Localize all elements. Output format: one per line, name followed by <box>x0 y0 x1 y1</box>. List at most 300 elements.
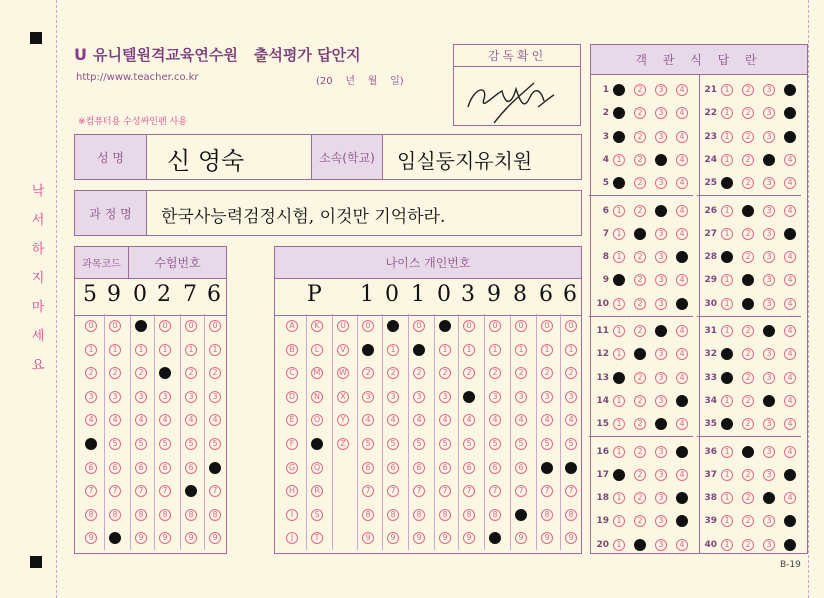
answer-bubble: 3 <box>655 274 667 286</box>
digit-bubble: 4 <box>515 414 527 426</box>
digit-bubble: 8 <box>159 509 171 521</box>
answer-bubble: 4 <box>784 298 796 310</box>
answer-bubble: 4 <box>676 539 688 551</box>
letter-bubble: V <box>337 344 349 356</box>
letter-bubble: P <box>311 438 323 450</box>
answer-bubble: 3 <box>763 84 775 96</box>
answer-bubble: 1 <box>613 274 625 286</box>
answer-bubble: 4 <box>784 228 796 240</box>
letter-bubble: U <box>337 320 349 332</box>
letter-bubble: I <box>286 509 298 521</box>
question-number: 13 <box>596 372 609 383</box>
answer-bubble: 4 <box>784 469 796 481</box>
org-name: 유니텔원격교육연수원 <box>93 46 238 64</box>
answer-bubble: 2 <box>634 228 646 240</box>
answer-bubble: 1 <box>613 298 625 310</box>
digit-bubble: 3 <box>362 391 374 403</box>
digit-bubble: 1 <box>463 344 475 356</box>
question-number: 8 <box>602 252 609 263</box>
digit-bubble: 1 <box>135 344 147 356</box>
answer-bubble: 2 <box>742 131 754 143</box>
digit-bubble: 4 <box>362 414 374 426</box>
question-number: 27 <box>704 228 717 239</box>
answer-bubble: 1 <box>721 298 733 310</box>
digit-bubble: 2 <box>362 367 374 379</box>
digit-bubble: 5 <box>185 438 197 450</box>
group-divider <box>697 195 801 196</box>
question-number: 28 <box>704 252 717 263</box>
digit-bubble: 7 <box>159 485 171 497</box>
digit-bubble: 7 <box>489 485 501 497</box>
digit-bubble: 3 <box>515 391 527 403</box>
column-separator <box>332 314 333 550</box>
answer-bubble: 4 <box>784 84 796 96</box>
answer-bubble: 1 <box>721 84 733 96</box>
column-separator <box>204 314 205 550</box>
digit-bubble: 8 <box>489 509 501 521</box>
digit-bubble: 9 <box>541 532 553 544</box>
digit-bubble: 4 <box>565 414 577 426</box>
letter-bubble: E <box>286 414 298 426</box>
group-divider <box>589 436 693 437</box>
answer-bubble: 2 <box>742 348 754 360</box>
column-separator <box>536 314 537 550</box>
answer-bubble: 3 <box>763 492 775 504</box>
answer-bubble: 2 <box>742 154 754 166</box>
answer-bubble: 1 <box>613 395 625 407</box>
question-number: 18 <box>596 493 609 504</box>
answer-bubble: 3 <box>763 205 775 217</box>
letter-bubble: R <box>311 485 323 497</box>
answer-bubble: 2 <box>634 418 646 430</box>
column-separator <box>434 314 435 550</box>
digit-bubble: 9 <box>362 532 374 544</box>
answer-bubble: 2 <box>742 372 754 384</box>
letter-bubble: L <box>311 344 323 356</box>
answer-bubble: 1 <box>613 469 625 481</box>
answer-bubble: 4 <box>784 539 796 551</box>
answer-bubble: 1 <box>721 107 733 119</box>
answer-bubble: 1 <box>721 205 733 217</box>
answer-bubble: 1 <box>721 177 733 189</box>
digit-bubble: 0 <box>489 320 501 332</box>
question-number: 21 <box>704 85 717 95</box>
answer-bubble: 3 <box>655 325 667 337</box>
digit-bubble: 3 <box>135 391 147 403</box>
answer-bubble: 1 <box>721 515 733 527</box>
column-separator <box>484 314 485 550</box>
answer-bubble: 1 <box>721 539 733 551</box>
digit-bubble: 2 <box>135 367 147 379</box>
digit-bubble: 4 <box>185 414 197 426</box>
answer-bubble: 4 <box>676 251 688 263</box>
answer-bubble: 3 <box>763 298 775 310</box>
digit-bubble: 2 <box>159 367 171 379</box>
answer-bubble: 1 <box>613 515 625 527</box>
course-value: 한국사능력검정시험, 이것만 기억하라. <box>161 207 446 227</box>
answer-bubble: 3 <box>763 251 775 263</box>
letter-bubble: Y <box>337 414 349 426</box>
digit-bubble: 2 <box>109 367 121 379</box>
digit-bubble: 2 <box>515 367 527 379</box>
neis-digit: 6 <box>563 282 577 307</box>
digit-bubble: 8 <box>135 509 147 521</box>
answer-bubble: 1 <box>721 154 733 166</box>
question-number: 5 <box>602 178 609 189</box>
digit-bubble: 0 <box>439 320 451 332</box>
question-number: 22 <box>704 108 717 119</box>
answer-bubble: 4 <box>784 274 796 286</box>
question-number: 11 <box>596 326 609 336</box>
letter-bubble: X <box>337 391 349 403</box>
column-separator <box>154 314 155 550</box>
neis-digit: 9 <box>487 282 501 307</box>
answer-bubble: 4 <box>784 205 796 217</box>
answer-bubble: 4 <box>784 154 796 166</box>
digit-bubble: 9 <box>85 532 97 544</box>
side-warning-char: 낙 <box>31 184 45 199</box>
digit-bubble: 9 <box>439 532 451 544</box>
answer-bubble: 3 <box>763 177 775 189</box>
digit-bubble: 9 <box>159 532 171 544</box>
digit-bubble: 7 <box>185 485 197 497</box>
answer-bubble: 1 <box>613 251 625 263</box>
letter-bubble: N <box>311 391 323 403</box>
answer-bubble: 2 <box>634 107 646 119</box>
answer-bubble: 2 <box>742 469 754 481</box>
digit-bubble: 0 <box>159 320 171 332</box>
question-number: 20 <box>596 539 609 550</box>
digit-bubble: 4 <box>209 414 221 426</box>
answer-bubble: 2 <box>742 274 754 286</box>
answer-bubble: 4 <box>784 107 796 119</box>
answer-bubble: 3 <box>763 228 775 240</box>
answer-bubble: 4 <box>784 325 796 337</box>
digit-bubble: 6 <box>85 462 97 474</box>
digit-bubble: 7 <box>387 485 399 497</box>
answer-bubble: 4 <box>676 418 688 430</box>
answer-bubble: 1 <box>721 446 733 458</box>
digit-bubble: 8 <box>413 509 425 521</box>
answer-bubble: 2 <box>634 348 646 360</box>
answer-bubble: 1 <box>721 492 733 504</box>
digit-bubble: 8 <box>185 509 197 521</box>
answer-bubble: 4 <box>784 418 796 430</box>
answer-bubble: 1 <box>613 107 625 119</box>
registration-mark-top-left <box>30 32 42 44</box>
question-number: 19 <box>596 516 609 527</box>
digit-bubble: 1 <box>413 344 425 356</box>
digit-bubble: 5 <box>515 438 527 450</box>
digit-bubble: 6 <box>362 462 374 474</box>
question-number: 30 <box>704 298 717 309</box>
answer-bubble: 1 <box>613 348 625 360</box>
answer-bubble: 4 <box>676 348 688 360</box>
digit-bubble: 2 <box>439 367 451 379</box>
side-warning-char: 세 <box>31 329 45 344</box>
question-number: 3 <box>602 131 609 142</box>
digit-bubble: 6 <box>135 462 147 474</box>
answer-bubble: 4 <box>784 131 796 143</box>
digit-bubble: 0 <box>515 320 527 332</box>
answer-bubble: 4 <box>676 205 688 217</box>
digit-bubble: 8 <box>387 509 399 521</box>
answer-bubble: 3 <box>655 469 667 481</box>
identity-box <box>74 134 582 180</box>
digit-bubble: 6 <box>489 462 501 474</box>
digit-bubble: 6 <box>387 462 399 474</box>
neis-digit: 6 <box>539 282 553 307</box>
question-number: 12 <box>596 349 609 360</box>
digit-bubble: 5 <box>85 438 97 450</box>
digit-bubble: 8 <box>109 509 121 521</box>
answer-bubble: 2 <box>634 515 646 527</box>
digit-bubble: 5 <box>387 438 399 450</box>
digit-bubble: 7 <box>135 485 147 497</box>
neis-prefix: P <box>307 282 322 307</box>
answer-bubble: 2 <box>742 228 754 240</box>
fold-line-left <box>56 0 57 598</box>
question-number: 37 <box>704 469 717 480</box>
digit-bubble: 1 <box>109 344 121 356</box>
column-separator <box>104 314 105 550</box>
answer-bubble: 1 <box>721 228 733 240</box>
answer-bubble: 2 <box>742 251 754 263</box>
digit-bubble: 6 <box>439 462 451 474</box>
digit-bubble: 8 <box>209 509 221 521</box>
answer-bubble: 3 <box>763 325 775 337</box>
answer-bubble: 2 <box>742 325 754 337</box>
answer-bubble: 1 <box>613 131 625 143</box>
digit-bubble: 0 <box>565 320 577 332</box>
digit-bubble: 3 <box>387 391 399 403</box>
digit-bubble: 9 <box>135 532 147 544</box>
column-separator <box>357 314 358 550</box>
answer-bubble: 3 <box>655 418 667 430</box>
digit-bubble: 0 <box>413 320 425 332</box>
answer-bubble: 3 <box>763 469 775 481</box>
column-separator <box>382 314 383 550</box>
answer-bubble: 2 <box>742 205 754 217</box>
digit-bubble: 9 <box>463 532 475 544</box>
question-number: 40 <box>704 539 717 550</box>
answer-bubble: 2 <box>742 492 754 504</box>
written-digit: 7 <box>183 282 197 307</box>
digit-bubble: 3 <box>463 391 475 403</box>
digit-bubble: 5 <box>362 438 374 450</box>
answer-bubble: 4 <box>676 515 688 527</box>
answer-bubble: 1 <box>613 84 625 96</box>
digit-bubble: 0 <box>387 320 399 332</box>
answer-bubble: 3 <box>655 205 667 217</box>
digit-bubble: 6 <box>565 462 577 474</box>
digit-bubble: 9 <box>387 532 399 544</box>
digit-bubble: 6 <box>109 462 121 474</box>
written-digit: 2 <box>157 282 171 307</box>
digit-bubble: 0 <box>209 320 221 332</box>
answer-bubble: 1 <box>613 418 625 430</box>
question-number: 25 <box>704 178 717 189</box>
name-label: 성 명 <box>75 135 147 179</box>
question-number: 32 <box>704 349 717 360</box>
digit-bubble: 9 <box>185 532 197 544</box>
digit-bubble: 8 <box>515 509 527 521</box>
column-separator <box>306 314 307 550</box>
answer-bubble: 1 <box>721 469 733 481</box>
answer-bubble: 2 <box>742 84 754 96</box>
question-number: 34 <box>704 395 717 406</box>
header-title-row <box>74 44 361 65</box>
answer-bubble: 1 <box>613 446 625 458</box>
answer-bubble: 3 <box>763 446 775 458</box>
digit-bubble: 9 <box>489 532 501 544</box>
digit-bubble: 0 <box>85 320 97 332</box>
answer-bubble: 2 <box>634 372 646 384</box>
digit-bubble: 8 <box>541 509 553 521</box>
answer-bubble: 1 <box>613 154 625 166</box>
digit-bubble: 1 <box>541 344 553 356</box>
digit-bubble: 8 <box>565 509 577 521</box>
header-date: (20 년 월 일) <box>316 76 404 87</box>
digit-bubble: 3 <box>489 391 501 403</box>
digit-bubble: 9 <box>413 532 425 544</box>
answer-bubble: 1 <box>721 274 733 286</box>
digit-bubble: 0 <box>135 320 147 332</box>
question-number: 38 <box>704 493 717 504</box>
digit-bubble: 5 <box>159 438 171 450</box>
neis-label: 나이스 개인번호 <box>275 247 581 279</box>
digit-bubble: 0 <box>463 320 475 332</box>
answer-bubble: 2 <box>742 395 754 407</box>
letter-bubble: O <box>311 414 323 426</box>
answer-bubble: 2 <box>634 325 646 337</box>
answer-bubble: 3 <box>763 395 775 407</box>
digit-bubble: 2 <box>387 367 399 379</box>
letter-bubble: A <box>286 320 298 332</box>
answer-bubble: 1 <box>613 228 625 240</box>
answer-bubble: 3 <box>763 154 775 166</box>
question-number: 10 <box>596 298 609 309</box>
question-number: 1 <box>602 85 609 95</box>
letter-bubble: S <box>311 509 323 521</box>
answer-bubble: 3 <box>655 298 667 310</box>
digit-bubble: 5 <box>439 438 451 450</box>
letter-bubble: W <box>337 367 349 379</box>
neis-digit: 1 <box>360 282 374 307</box>
digit-bubble: 2 <box>463 367 475 379</box>
digit-bubble: 3 <box>439 391 451 403</box>
neis-digit: 0 <box>385 282 399 307</box>
answer-bubble: 4 <box>676 177 688 189</box>
answer-bubble: 4 <box>676 154 688 166</box>
digit-bubble: 0 <box>185 320 197 332</box>
answer-bubble: 3 <box>763 539 775 551</box>
question-number: 39 <box>704 516 717 527</box>
answer-bubble: 2 <box>634 492 646 504</box>
digit-bubble: 1 <box>159 344 171 356</box>
answer-bubble: 3 <box>655 177 667 189</box>
group-divider <box>697 316 801 317</box>
answer-bubble: 3 <box>763 107 775 119</box>
column-separator <box>180 314 181 550</box>
answer-bubble: 4 <box>784 177 796 189</box>
answer-bubble: 3 <box>655 395 667 407</box>
digit-bubble: 3 <box>209 391 221 403</box>
answer-bubble: 2 <box>634 131 646 143</box>
answer-bubble: 4 <box>676 469 688 481</box>
group-divider <box>697 436 801 437</box>
answer-bubble: 1 <box>721 418 733 430</box>
digit-bubble: 4 <box>439 414 451 426</box>
digit-bubble: 6 <box>209 462 221 474</box>
question-number: 16 <box>596 446 609 457</box>
letter-bubble: H <box>286 485 298 497</box>
digit-bubble: 6 <box>463 462 475 474</box>
digit-bubble: 1 <box>515 344 527 356</box>
digit-bubble: 3 <box>109 391 121 403</box>
logo-icon: U <box>74 45 87 64</box>
course-label: 과 정 명 <box>75 191 147 235</box>
course-box <box>74 190 582 236</box>
answer-bubble: 2 <box>634 205 646 217</box>
answer-bubble: 4 <box>676 228 688 240</box>
question-number: 4 <box>602 154 609 165</box>
answer-bubble: 1 <box>721 372 733 384</box>
digit-bubble: 7 <box>463 485 475 497</box>
question-number: 6 <box>602 205 609 216</box>
digit-bubble: 3 <box>541 391 553 403</box>
affiliation-label: 소속(학교) <box>311 135 383 179</box>
digit-bubble: 9 <box>109 532 121 544</box>
answer-bubble: 3 <box>655 131 667 143</box>
letter-bubble: M <box>311 367 323 379</box>
answer-bubble: 3 <box>655 515 667 527</box>
side-warning-char: 요 <box>31 358 45 373</box>
answer-bubble: 4 <box>784 492 796 504</box>
digit-bubble: 1 <box>387 344 399 356</box>
answer-bubble: 2 <box>742 298 754 310</box>
answer-bubble: 3 <box>763 131 775 143</box>
letter-bubble: B <box>286 344 298 356</box>
digit-bubble: 1 <box>209 344 221 356</box>
digit-bubble: 3 <box>159 391 171 403</box>
digit-bubble: 7 <box>565 485 577 497</box>
digit-bubble: 2 <box>185 367 197 379</box>
answer-bubble: 4 <box>784 348 796 360</box>
answer-bubble: 2 <box>634 469 646 481</box>
supervisor-box <box>453 44 581 126</box>
footer-code: B-19 <box>780 560 801 570</box>
digit-bubble: 7 <box>85 485 97 497</box>
answer-bubble: 2 <box>634 274 646 286</box>
digit-bubble: 6 <box>541 462 553 474</box>
exam-number-label: 수험번호 <box>129 247 226 279</box>
question-number: 15 <box>596 419 609 430</box>
digit-bubble: 0 <box>541 320 553 332</box>
sheet-title: 출석평가 답안지 <box>253 46 361 64</box>
digit-bubble: 7 <box>413 485 425 497</box>
answer-bubble: 2 <box>742 515 754 527</box>
answer-bubble: 1 <box>721 251 733 263</box>
digit-bubble: 8 <box>362 509 374 521</box>
digit-bubble: 2 <box>209 367 221 379</box>
answer-bubble: 1 <box>613 177 625 189</box>
answer-bubble: 2 <box>634 298 646 310</box>
supervisor-label: 감독확인 <box>454 45 580 67</box>
side-warning-char: 하 <box>31 242 45 257</box>
digit-bubble: 1 <box>439 344 451 356</box>
answer-bubble: 2 <box>742 107 754 119</box>
